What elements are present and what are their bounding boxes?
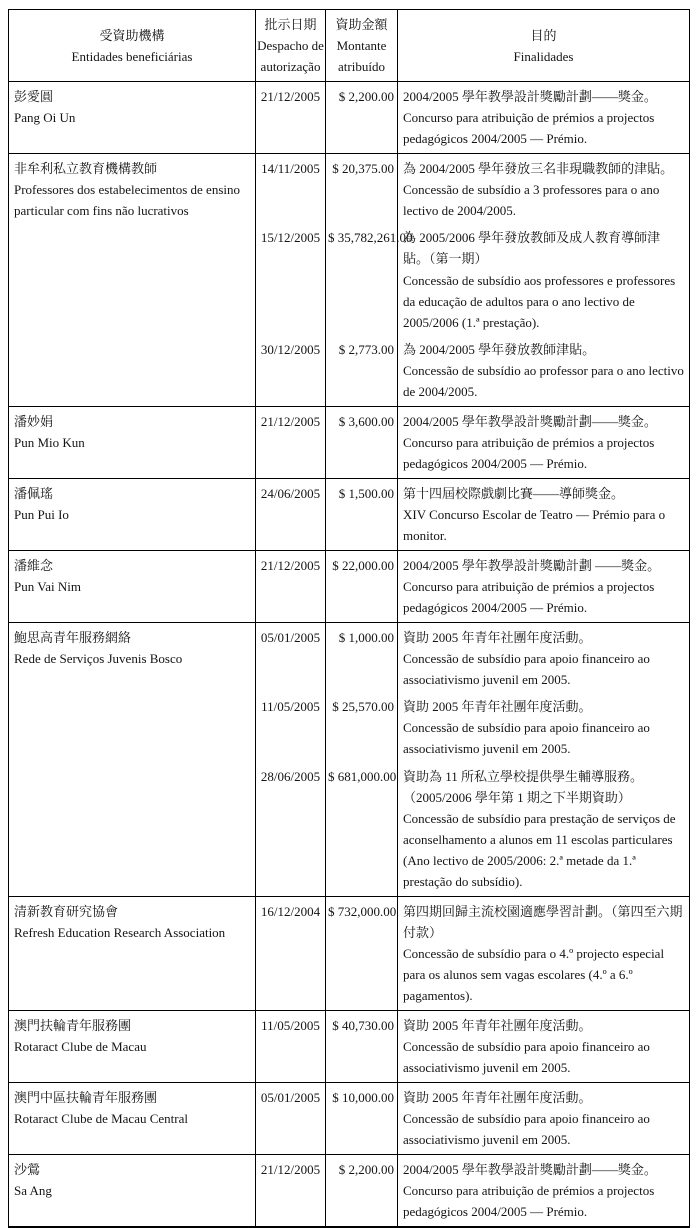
purpose-cell	[398, 82, 690, 154]
purpose-zh: 2004/2005 學年教學設計獎勵計劃——獎金。	[403, 89, 657, 105]
purpose-cell	[398, 694, 690, 763]
entity-name-zh: 沙鶯	[14, 1162, 41, 1178]
entity-cell	[9, 478, 256, 550]
entity-name-zh: 潘妙娟	[14, 413, 54, 429]
amount-cell: $ 25,570.00	[326, 694, 398, 763]
purpose-pt: Concessão de subsídio para apoio financeiro ao associativismo juvenil em 2005.	[403, 1039, 650, 1076]
authorization-date-cell: 21/12/2005	[256, 82, 326, 154]
entity-name-pt: Rede de Serviços Juvenis Bosco	[14, 651, 183, 667]
purpose-cell	[398, 896, 690, 1010]
subsidy-table	[8, 9, 690, 1228]
entity-cell	[9, 82, 256, 154]
table-row	[9, 478, 690, 550]
amount-cell: $ 1,000.00	[326, 623, 398, 695]
amount-cell: $ 3,600.00	[326, 406, 398, 478]
authorization-date-cell: 11/05/2005	[256, 694, 326, 763]
amount-cell: $ 22,000.00	[326, 551, 398, 623]
purpose-zh: 為 2005/2006 學年發放教師及成人教育導師津貼。（第一期）	[403, 230, 661, 267]
table-row	[9, 82, 690, 154]
entity-name-zh: 澳門扶輪青年服務團	[14, 1018, 132, 1034]
authorization-date-cell: 21/12/2005	[256, 551, 326, 623]
purpose-cell	[398, 154, 690, 226]
table-row	[9, 1011, 690, 1083]
amount-cell: $ 681,000.00	[326, 764, 398, 897]
amount-cell: $ 1,500.00	[326, 478, 398, 550]
header-amount-pt: Montante atribuído	[336, 38, 387, 75]
purpose-pt: Concessão de subsídio para apoio financeiro ao associativismo juvenil em 2005.	[403, 651, 650, 688]
entity-name-zh: 潘佩瑤	[14, 485, 54, 501]
purpose-pt: Concurso para atribuição de prémios a projectos pedagógicos 2004/2005 — Prémio.	[403, 1183, 655, 1220]
entity-name-zh: 清新教育研究協會	[14, 903, 119, 919]
authorization-date-cell: 05/01/2005	[256, 1083, 326, 1155]
authorization-date-cell: 11/05/2005	[256, 1011, 326, 1083]
purpose-zh: 2004/2005 學年教學設計獎勵計劃——獎金。	[403, 1162, 657, 1178]
entity-cell	[9, 1011, 256, 1083]
entity-name-pt: Professores dos estabelecimentos de ensino particular com fins não lucrativos	[14, 182, 241, 219]
purpose-zh: 資助 2005 年青年社團年度活動。	[403, 630, 592, 646]
authorization-date-cell: 16/12/2004	[256, 896, 326, 1010]
authorization-date-cell: 28/06/2005	[256, 764, 326, 897]
amount-cell: $ 20,375.00	[326, 154, 398, 226]
entity-name-pt: Pun Vai Nim	[14, 579, 81, 595]
purpose-pt: Concessão de subsídio para o 4.º projecto especial para os alunos sem vagas escolares (4.º a 6.º pagamentos).	[403, 945, 665, 1003]
entity-cell	[9, 623, 256, 897]
purpose-cell	[398, 225, 690, 336]
entity-name-pt: Rotaract Clube de Macau Central	[14, 1111, 188, 1127]
header-entities	[9, 10, 256, 82]
purpose-cell	[398, 1155, 690, 1228]
authorization-date-cell: 30/12/2005	[256, 337, 326, 407]
purpose-cell	[398, 1011, 690, 1083]
header-amount	[326, 10, 398, 82]
purpose-pt: XIV Concurso Escolar de Teatro — Prémio para o monitor.	[403, 506, 666, 544]
purpose-zh: 第四期回歸主流校園適應學習計劃。（第四至六期付款）	[403, 903, 683, 940]
authorization-date-cell: 15/12/2005	[256, 225, 326, 336]
entity-cell	[9, 406, 256, 478]
purpose-pt: Concessão de subsídio ao professor para o ano lectivo de 2004/2005.	[403, 362, 684, 399]
header-date-zh: 批示日期	[264, 17, 317, 32]
purpose-pt: Concurso para atribuição de prémios a projectos pedagógicos 2004/2005 — Prémio.	[403, 434, 655, 471]
purpose-pt: Concurso para atribuição de prémios a projectos pedagógicos 2004/2005 — Prémio.	[403, 110, 655, 147]
table-row	[9, 623, 690, 695]
purpose-pt: Concessão de subsídio para apoio financeiro ao associativismo juvenil em 2005.	[403, 1111, 650, 1148]
header-purpose	[398, 10, 690, 82]
header-entities-pt: Entidades beneficiárias	[71, 48, 193, 64]
purpose-zh: 第十四屆校際戲劇比賽——導師獎金。	[403, 485, 625, 501]
entity-name-pt: Pang Oi Un	[14, 110, 76, 126]
purpose-zh: 為 2004/2005 學年發放三名非現職教師的津貼。	[403, 161, 674, 177]
purpose-pt: Concessão de subsídio a 3 professores para o ano lectivo de 2004/2005.	[403, 182, 660, 219]
entity-name-zh: 非牟利私立教育機構教師	[14, 161, 158, 177]
table-row	[9, 896, 690, 1010]
entity-name-zh: 鮑思高青年服務網絡	[14, 630, 132, 646]
purpose-zh: 為 2004/2005 學年發放教師津貼。	[403, 341, 596, 357]
amount-cell: $ 2,200.00	[326, 82, 398, 154]
entity-name-pt: Rotaract Clube de Macau	[14, 1039, 147, 1055]
purpose-cell	[398, 337, 690, 407]
header-row	[9, 10, 690, 82]
header-date-pt: Despacho de autorização	[257, 38, 324, 75]
table-row	[9, 1155, 690, 1228]
authorization-date-cell: 24/06/2005	[256, 478, 326, 550]
header-purpose-zh: 目的	[530, 27, 557, 43]
header-entities-zh: 受資助機構	[99, 27, 165, 43]
header-purpose-pt: Finalidades	[513, 48, 574, 64]
amount-cell: $ 40,730.00	[326, 1011, 398, 1083]
authorization-date-cell: 14/11/2005	[256, 154, 326, 226]
purpose-zh: 資助 2005 年青年社團年度活動。	[403, 1018, 592, 1034]
purpose-cell	[398, 551, 690, 623]
purpose-zh: 資助為 11 所私立學校提供學生輔導服務。（2005/2006 學年第 1 期之下半期資助）	[403, 768, 644, 805]
purpose-zh: 資助 2005 年青年社團年度活動。	[403, 699, 592, 715]
purpose-pt: Concessão de subsídio aos professores e professores da educação de adultos para o ano lectivo de 2005/2006 (1.ª prestação).	[403, 272, 676, 330]
entity-name-pt: Pun Pui Io	[14, 506, 69, 522]
purpose-cell	[398, 623, 690, 695]
purpose-zh: 資助 2005 年青年社團年度活動。	[403, 1090, 592, 1106]
purpose-cell	[398, 764, 690, 897]
purpose-cell	[398, 406, 690, 478]
purpose-zh: 2004/2005 學年教學設計獎勵計劃——獎金。	[403, 413, 657, 429]
entity-cell	[9, 551, 256, 623]
purpose-cell	[398, 478, 690, 550]
entity-name-zh: 彭愛圓	[14, 89, 54, 105]
header-date	[256, 10, 326, 82]
purpose-cell	[398, 1083, 690, 1155]
entity-cell	[9, 154, 256, 407]
amount-cell: $ 10,000.00	[326, 1083, 398, 1155]
table-row	[9, 551, 690, 623]
entity-cell	[9, 1083, 256, 1155]
entity-name-pt: Sa Ang	[14, 1183, 52, 1199]
authorization-date-cell: 21/12/2005	[256, 1155, 326, 1228]
purpose-pt: Concessão de subsídio para prestação de serviços de aconselhamento a alunos em 11 escolas particulares (Ano lectivo de 2005/2006: 2.ª metade da 1.ª prestação do subsídio).	[403, 810, 676, 889]
entity-cell	[9, 1155, 256, 1228]
entity-cell	[9, 896, 256, 1010]
table-row	[9, 406, 690, 478]
purpose-zh: 2004/2005 學年教學設計獎勵計劃 ——獎金。	[403, 558, 661, 574]
purpose-pt: Concessão de subsídio para apoio financeiro ao associativismo juvenil em 2005.	[403, 720, 650, 757]
entity-name-zh: 澳門中區扶輪青年服務團	[14, 1090, 158, 1106]
amount-cell: $ 2,773.00	[326, 337, 398, 407]
amount-cell: $ 732,000.00	[326, 896, 398, 1010]
table-row	[9, 1083, 690, 1155]
table-row	[9, 154, 690, 226]
entity-name-pt: Pun Mio Kun	[14, 434, 85, 450]
authorization-date-cell: 21/12/2005	[256, 406, 326, 478]
authorization-date-cell: 05/01/2005	[256, 623, 326, 695]
entity-name-pt: Refresh Education Research Association	[14, 924, 226, 940]
purpose-pt: Concurso para atribuição de prémios a projectos pedagógicos 2004/2005 — Prémio.	[403, 579, 655, 616]
amount-cell: $ 35,782,261.00	[326, 225, 398, 336]
entity-name-zh: 潘維念	[14, 558, 54, 574]
header-amount-zh: 資助金額	[335, 17, 388, 32]
amount-cell: $ 2,200.00	[326, 1155, 398, 1228]
